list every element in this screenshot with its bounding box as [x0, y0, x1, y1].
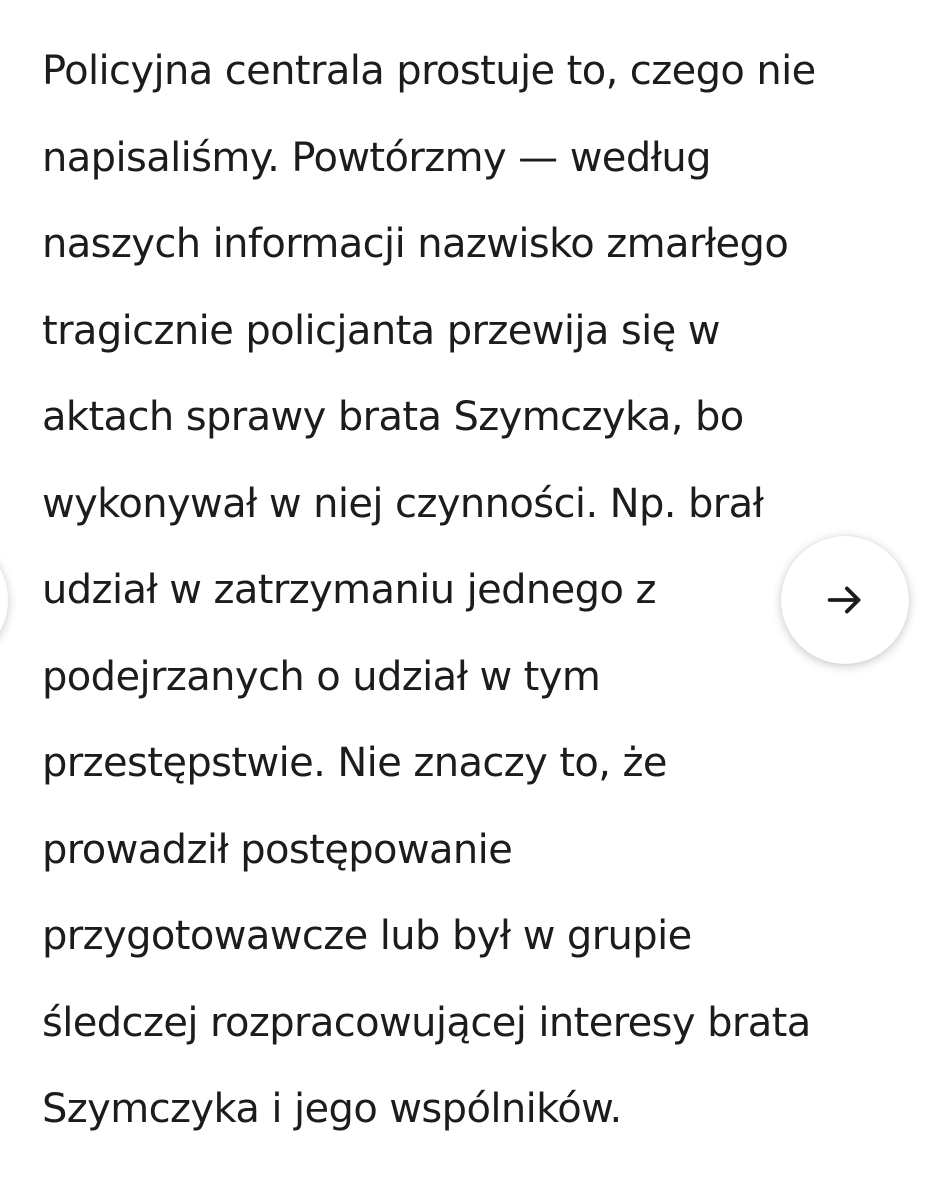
article-line: przestępstwie. Nie znaczy to, że — [42, 740, 667, 786]
article-body — [42, 28, 882, 1153]
article-line: napisaliśmy. Powtórzmy — według — [42, 134, 711, 181]
next-button[interactable] — [781, 536, 909, 664]
arrow-right-icon — [822, 577, 868, 623]
article-line: aktach sprawy brata Szymczyka, bo — [42, 394, 744, 440]
article-line: podejrzanych o udział w tym — [42, 653, 601, 700]
prev-button[interactable] — [0, 536, 8, 664]
article-line: przygotowawcze lub był w grupie — [42, 913, 692, 959]
article-line: Szymczyka i jego wspólników. — [42, 1086, 622, 1132]
article-line: naszych informacji nazwisko zmarłego — [42, 221, 789, 267]
article-line: wykonywał w niej czynności. Np. brał — [42, 480, 764, 527]
article-line: tragicznie policjanta przewija się w — [42, 307, 720, 354]
article-line: prowadził postępowanie — [42, 826, 513, 873]
article-line: Policyjna centrala prostuje to, czego nie — [42, 48, 816, 94]
article-line: śledczej rozpracowującej interesy brata — [42, 999, 811, 1046]
article-line: udział w zatrzymaniu jednego z — [42, 567, 656, 613]
